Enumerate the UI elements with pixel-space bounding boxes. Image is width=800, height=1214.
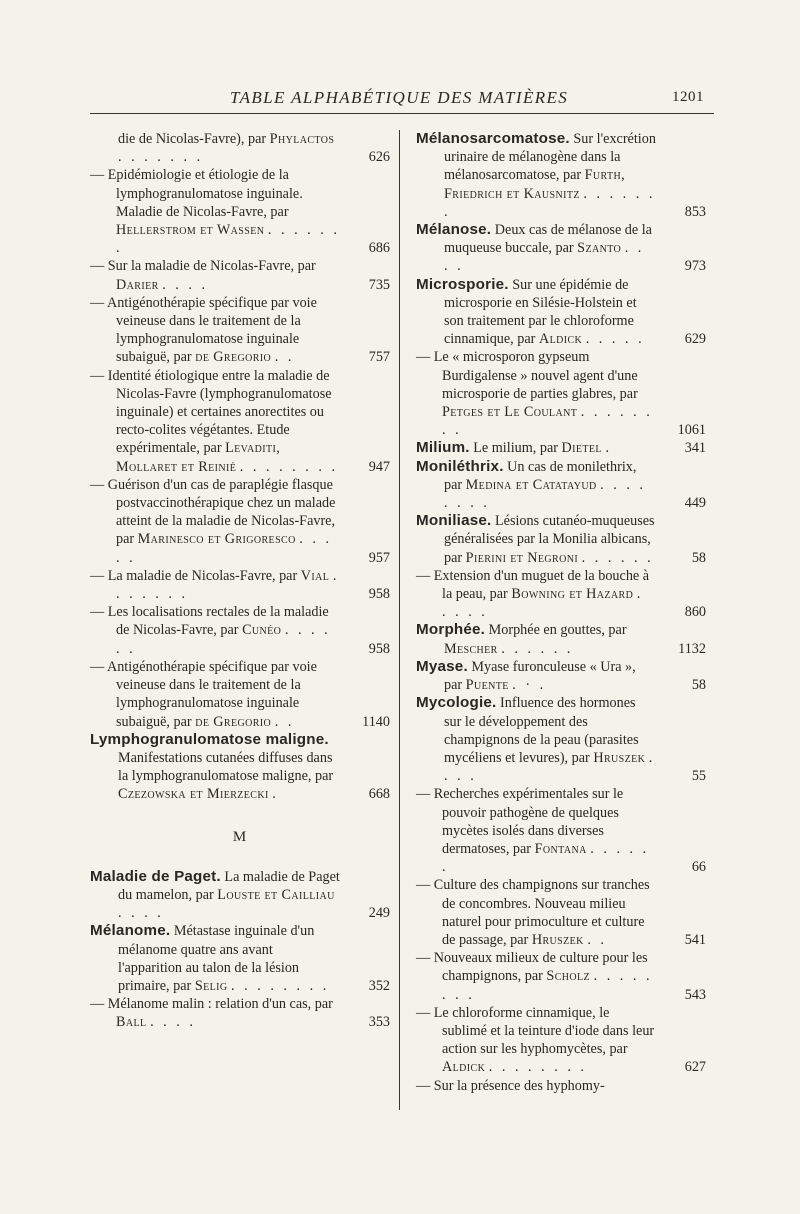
entry-text: Myase furonculeuse « Ura », par [444,658,636,694]
index-entry [416,658,706,694]
entry-leader: . . . . . . . . [239,458,338,475]
entry-author: Selig [194,977,228,994]
index-entry [416,276,706,349]
entry-text: Un cas de monilethrix, par [444,458,637,493]
entry-page: 449 [684,495,706,512]
entry-leader: . . . . . . [581,549,654,566]
entry-leader: . . . . . . . . [488,1059,587,1076]
entry-leader: . . [274,713,295,730]
entry-author: Louste et Cailliau [217,886,335,903]
entry-page: 541 [684,931,706,948]
entry-page: 543 [684,986,706,1003]
entry-page: 626 [368,149,390,166]
entry-text: La maladie de Paget du mamelon, par [118,868,340,903]
entry-leader: . [272,786,279,803]
entry-leader: . . . . [162,276,209,293]
page-number: 1201 [672,89,704,105]
entry-leader: . . . . . . . [118,149,204,166]
entry-leader: . . [587,931,607,948]
entry-page: 947 [368,458,390,475]
index-entry [416,221,706,276]
entry-text: Le milium, par [473,440,558,457]
entry-page: 668 [368,786,390,803]
entry-leader: . . . . . [442,586,644,621]
entry-author: Szanto [577,240,622,257]
entry-text: Morphée en gouttes, par [488,622,627,639]
entry-heading: Mélanome. [90,922,171,940]
entry-text: — Les localisations rectales de la maladie de Nicolas-Favre, par [90,604,329,639]
entry-leader: . . . . . . . [116,222,340,257]
entry-text: Manifestations cutanées diffuses dans la lymphogranulomatose maligne, par [118,749,334,785]
index-entry [416,458,706,513]
entry-author: Pierini et Negroni [465,549,579,566]
entry-page: 958 [368,586,390,603]
index-entry [416,876,706,949]
entry-page: 1061 [677,422,706,439]
entry-author: Vial [300,567,330,584]
entry-heading: Moniléthrix. [416,457,504,475]
entry-text: — Le « microsporon gypseum Burdigalense » nouvel agent d'une microsporie de parties glabres, par [416,349,638,402]
entry-author: Fontana [534,840,587,857]
entry-author: Aldick [442,1059,486,1076]
entry-text: — Le chloroforme cinnamique, le sublimé et la teinture d'iode dans leur action sur les hyphomycètes, par [416,1004,655,1058]
entry-leader: . . . . [150,1014,196,1031]
entry-page: 860 [684,604,706,621]
entry-author: Marinesco et Grigoresco [137,531,296,548]
entry-page: 957 [368,549,390,566]
index-entry [416,439,706,457]
entry-page: 1132 [678,640,706,657]
entry-author: Darier [116,276,159,293]
index-entry [90,476,390,567]
column-divider [399,130,400,1110]
entry-text: — Epidémiologie et étiologie de la lymphogranulomatose inguinale. Maladie de Nicolas-Favre, par [90,167,303,220]
entry-page: 1140 [362,713,390,730]
entry-heading: Maladie de Paget. [90,867,221,885]
entry-page: 55 [691,768,706,785]
entry-author: Czezowska et Mierzecki [118,786,269,803]
entry-author: Hruszek [593,749,646,766]
entry-page: 249 [368,905,390,922]
entry-page: 627 [684,1059,706,1076]
entry-leader: . . . . . . . . [442,404,653,439]
index-entry [416,130,706,221]
entry-leader: . . . . [444,749,656,785]
index-entry [90,731,390,804]
entry-leader: . . . . . . [442,840,650,876]
left-column [90,130,390,1032]
entry-text: — Identité étiologique entre la maladie de Nicolas-Favre (lymphogranulomatose inguinale) et certaines anorectites ou recto-colites végétantes. Etude expérimentale, par [90,367,332,457]
entry-text: Lésions cutanéo-muqueuses généralisées par la Monilia albicans, par [444,513,655,566]
entry-page: 958 [368,640,390,657]
entry-heading: Milium. [416,439,470,457]
entry-page: 629 [684,331,706,348]
entry-author: Aldick [538,331,583,348]
section-letter: M [232,828,248,845]
entry-text: — Nouveaux milieux de culture pour les champignons, par [416,950,648,985]
entry-text: Sur l'excrétion urinaire de mélanogène dans la mélanosarcomatose, par [444,131,656,184]
entry-heading: Morphée. [416,621,486,639]
header-rule [90,113,714,114]
entry-author: de Gregorio [195,349,272,366]
entry-text: Deux cas de mélanose de la muqueuse buccale, par [444,222,652,257]
entry-text: Sur une épidémie de microsporie en Silésie-Holstein et son traitement par le chloroforme cinnamique, par [444,276,637,348]
entry-text: — Guérison d'un cas de paraplégie flasque postvaccinothérapique chez un malade atteint de la maladie de Nicolas-Favre, par [90,476,336,548]
index-entry [416,1004,706,1077]
entry-page: 341 [684,440,706,457]
entry-page: 58 [691,549,706,566]
entry-text: — Antigénothérapie spécifique par voie veineuse dans le traitement de la lymphogranulomatose inguinale subaiguë, par [90,294,317,366]
index-entry [416,785,706,876]
entry-page: 973 [684,258,706,275]
entry-text: die de Nicolas-Favre), par [118,131,267,147]
entry-leader: . . . . . [585,331,645,348]
entry-leader: . . . . . . . [116,567,340,603]
index-entry [416,694,706,785]
index-entry [90,995,390,1031]
entry-page: 352 [368,977,390,994]
entry-page: 66 [691,859,706,876]
entry-text: — Recherches expérimentales sur le pouvoir pathogène de quelques mycètes isolés dans diverses dermatoses, par [416,786,624,857]
index-entry [416,348,706,439]
entry-page: 757 [368,349,390,366]
entry-text: — Sur la présence des hyphomy- [416,1077,605,1094]
entry-author: Medina et Catatayud [465,476,597,493]
entry-author: Levaditi, Mollaret et Reinié [116,440,281,475]
entry-page: 686 [368,240,390,257]
index-entry [416,621,706,657]
index-entry [90,922,390,995]
entry-leader: . . . . . . [501,640,574,657]
entry-author: Hruszek [531,931,584,948]
entry-author: Furth, Friedrich et Kausnitz [444,167,626,202]
entry-author: Mescher [444,640,498,657]
index-entry [90,166,390,257]
entry-leader: . . . . . . [116,622,331,657]
entry-leader: . . . . . . . . [442,968,653,1003]
entry-heading: Mycologie. [416,694,497,712]
index-entry [416,949,706,1004]
index-entry [416,567,706,622]
index-entry [90,868,390,923]
entry-leader: . [605,440,613,457]
entry-heading: Myase. [416,657,468,675]
index-entry [416,1077,706,1095]
entry-leader: . . . . . . . [444,185,656,220]
entry-text: — Extension d'un muguet de la bouche à la peau, par [416,567,650,603]
entry-text: Influence des hormones sur le développement des champignons de la peau (parasites mycéliens et levures), par [444,695,639,766]
entry-page: 853 [684,203,706,220]
entry-heading: Mélanose. [416,221,492,239]
entry-author: Ball [116,1014,147,1031]
entry-leader: . . . . . . . . [231,977,330,994]
entry-leader: . . [274,349,295,366]
index-entry [416,512,706,567]
entry-author: Cunéo [242,622,282,639]
entry-text: — La maladie de Nicolas-Favre, par [90,567,298,584]
index-entry [90,294,390,367]
entry-author: Bowning et Hazard [511,586,634,603]
entry-text: — Sur la maladie de Nicolas-Favre, par [90,258,316,275]
entry-text: — Mélanome malin : relation d'un cas, par [90,996,333,1013]
entry-heading: Mélanosarcomatose. [416,130,570,147]
entry-author: Petges et Le Coulant [442,404,578,421]
entry-text: Métastase inguinale d'un mélanome quatre ans avant l'apparition au talon de la lésion primaire, par [118,923,315,994]
entry-leader: . . . . [444,240,645,275]
right-column [416,130,706,1095]
entry-leader: . · . [512,677,547,694]
entry-page: 58 [691,677,706,694]
entry-leader: . . . . . . . . [444,476,646,512]
index-entry [90,257,390,293]
entry-author: Puente [465,677,509,694]
index-entry [90,367,390,476]
index-entry [90,603,390,658]
index-entry [90,658,390,731]
entry-text: — Culture des champignons sur tranches de concombres. Nouveau milieu naturel pour primoculture et culture de passage, par [416,877,650,948]
index-entry [90,567,390,603]
entry-page: 353 [368,1014,390,1031]
entry-heading: Microsporie. [416,275,509,293]
entry-author: Hellerstrom et Wassen [116,222,265,239]
entry-heading: Lymphogranulomatose maligne. [90,730,329,748]
entry-leader: . . . . . [116,531,333,566]
entry-heading: Moniliase. [416,512,492,530]
entry-author: Phylactos [269,131,335,147]
entry-author: de Gregorio [195,713,272,730]
entry-text: — Antigénothérapie spécifique par voie veineuse dans le traitement de la lymphogranulomatose inguinale subaiguë, par [90,658,317,730]
index-entry [90,130,390,166]
entry-author: Scholz [546,968,591,985]
entry-author: Dietel [561,440,602,457]
page-header [0,88,800,112]
entry-leader: . . . . [118,905,164,922]
entry-page: 735 [368,276,390,293]
running-title: TABLE ALPHABÉTIQUE DES MATIÈRES [230,88,569,107]
